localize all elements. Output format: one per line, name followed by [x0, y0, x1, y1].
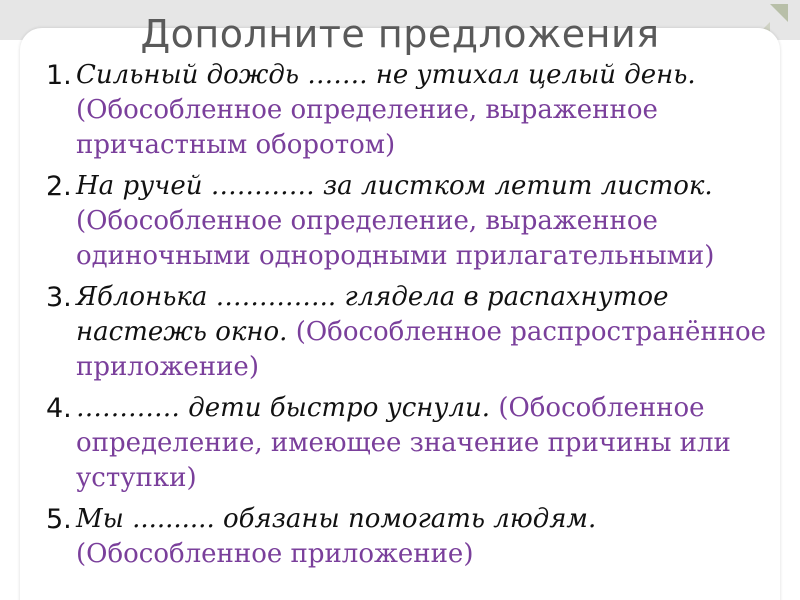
sentence-text: Сильный дождь ……. не утихал целый день. [76, 60, 696, 90]
sentence-text: ………… дети быстро уснули. [76, 393, 491, 423]
sentence-text: Мы .......... обязаны помогать людям. [76, 504, 597, 534]
exercise-item-3 [46, 280, 776, 385]
sentence-text: На ручей ………… за листком летит листок. [76, 171, 713, 201]
item-text [76, 280, 776, 385]
note-text: (Обособленное распространённое приложение) [76, 317, 767, 382]
note-text: (Обособленное определение, имеющее значение причины или уступки) [76, 393, 731, 493]
item-text [76, 502, 776, 572]
item-text [76, 169, 776, 274]
note-text: (Обособленное определение, выраженное причастным оборотом) [76, 95, 658, 160]
sentence-text: Яблонька ………….. глядела в распахнутое настежь окно. [76, 282, 669, 347]
exercise-item-2 [46, 169, 776, 274]
item-text [76, 391, 776, 496]
note-text: (Обособленное приложение) [76, 539, 474, 569]
item-number: 1. [46, 60, 72, 91]
item-text [76, 58, 776, 163]
item-number: 2. [46, 171, 72, 202]
exercise-item-5 [46, 502, 776, 572]
exercise-list [46, 58, 776, 578]
item-number: 3. [46, 282, 72, 313]
note-text: (Обособленное определение, выраженное одиночными однородными прилагательными) [76, 206, 715, 271]
exercise-item-4 [46, 391, 776, 496]
exercise-item-1 [46, 58, 776, 163]
item-number: 4. [46, 393, 72, 424]
slide-title: Дополните предложения [140, 12, 660, 56]
item-number: 5. [46, 504, 72, 535]
